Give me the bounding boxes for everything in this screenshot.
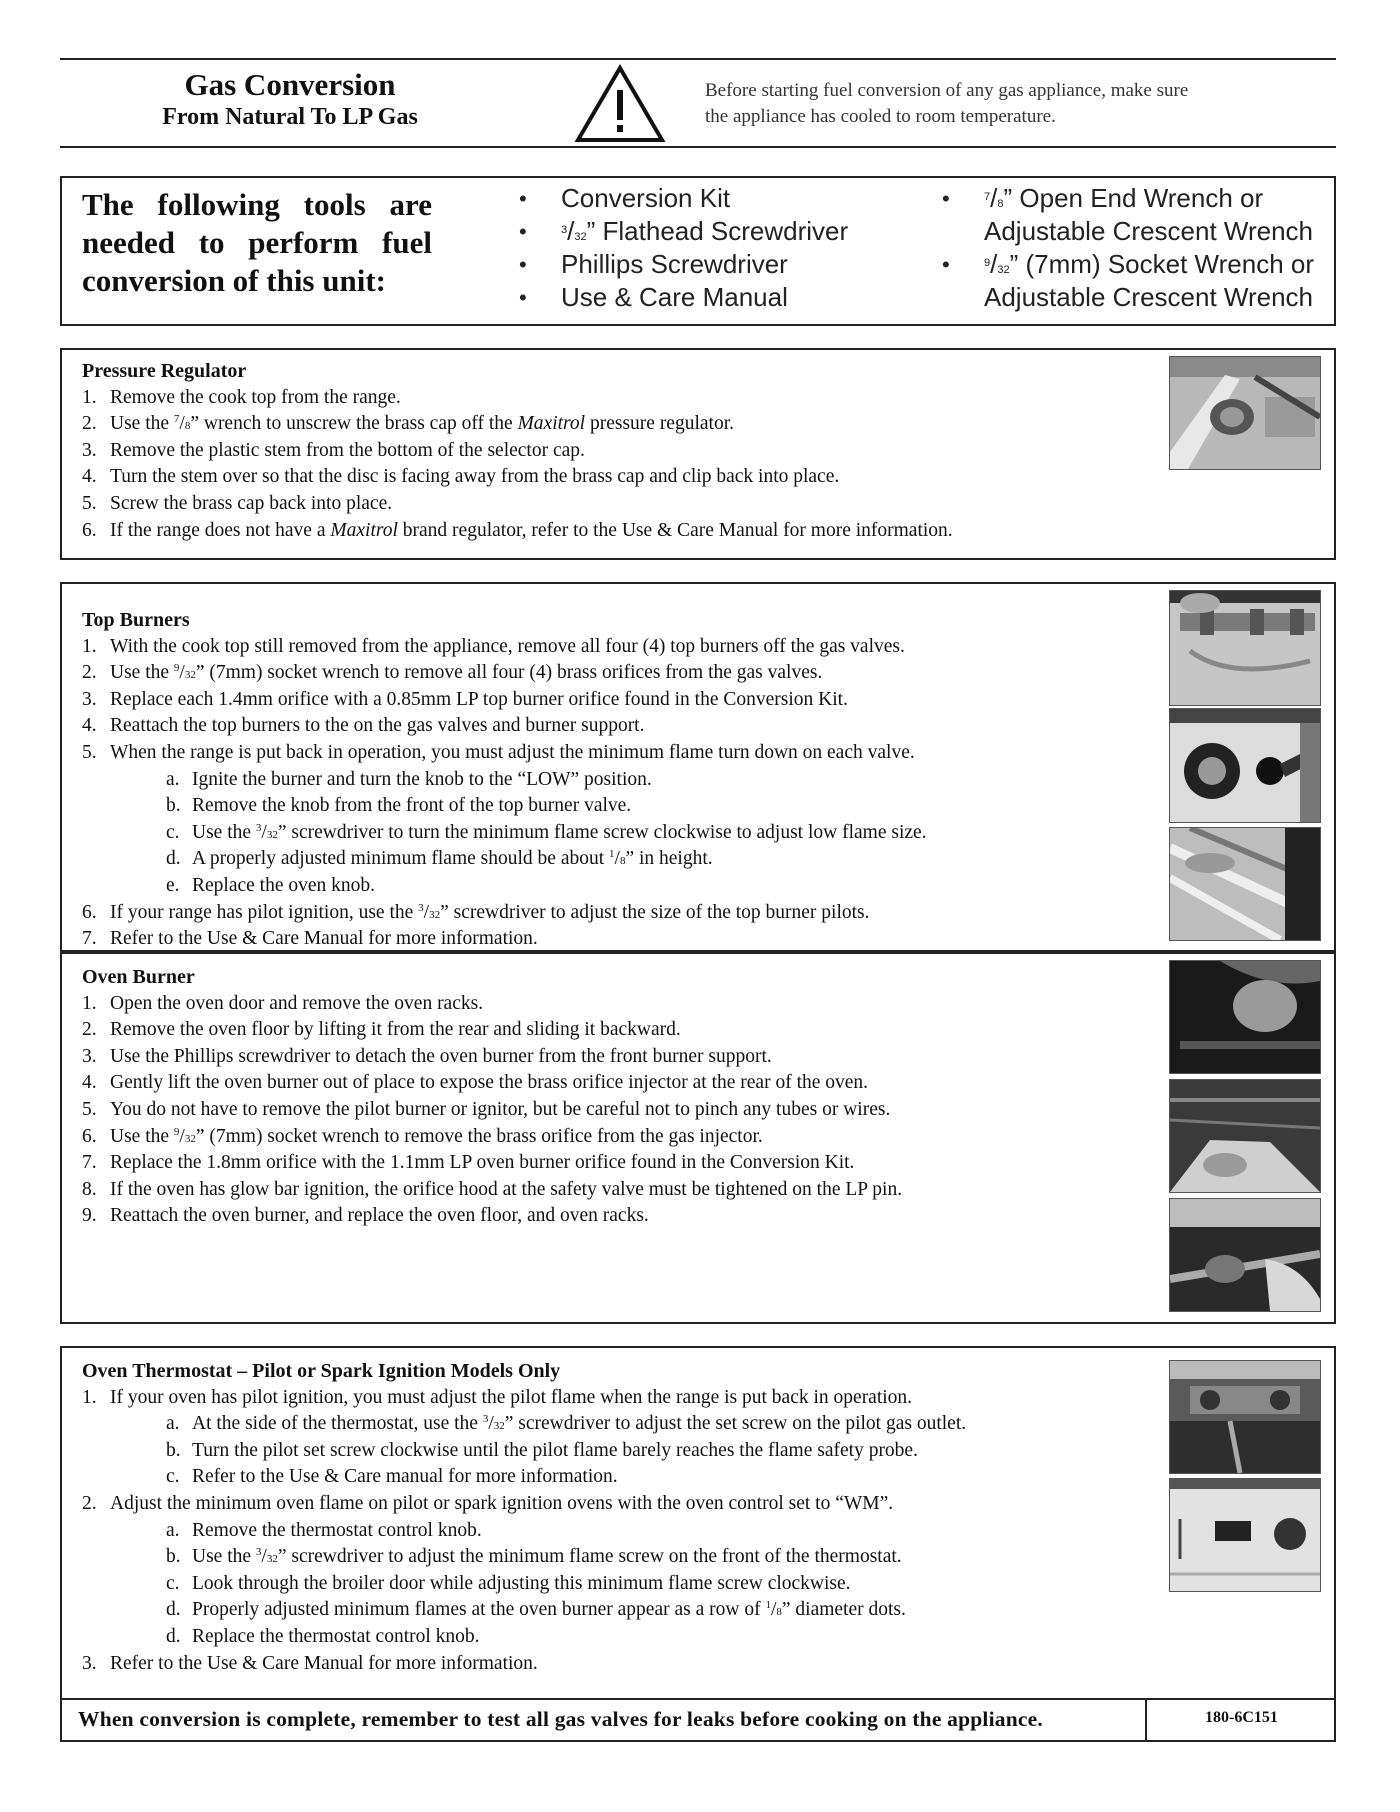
top-burner-valves-photo: [1169, 590, 1321, 706]
step: 9. Reattach the oven burner, and replace the oven floor, and oven racks.: [82, 1205, 649, 1227]
tools-heading-line: needed to perform fuel: [82, 225, 432, 260]
tools-heading-line: conversion of this unit:: [82, 263, 386, 298]
sub-step: d. Properly adjusted minimum flames at the oven burner appear as a row of $^1$/8” diameter dots.: [166, 1599, 906, 1621]
sub-step: c. Refer to the Use & Care manual for more information.: [166, 1466, 618, 1488]
step: 3. Refer to the Use & Care Manual for more information.: [82, 1652, 538, 1674]
step: 5. Screw the brass cap back into place.: [82, 492, 393, 514]
footer: [60, 1698, 1336, 1742]
regulator-photo: [1169, 356, 1321, 470]
step: 7. Refer to the Use & Care Manual for more information.: [82, 928, 538, 950]
title-line-1: Gas Conversion: [184, 67, 396, 102]
step: 4. Reattach the top burners to the on the gas valves and burner support.: [82, 715, 645, 737]
thermostat-pilot-photo: [1169, 1360, 1321, 1474]
document-code: 180-6C151: [1205, 1709, 1278, 1726]
warning-text: [705, 78, 1325, 130]
step: 1. With the cook top still removed from the appliance, remove all four (4) top burners off the gas valves.: [82, 635, 905, 657]
step: 1. If your oven has pilot ignition, you must adjust the pilot flame when the range is put back in operation.: [82, 1386, 913, 1408]
step: 5. When the range is put back in operation, you must adjust the minimum flame turn down on each valve.: [82, 741, 915, 763]
step: 1. Remove the cook top from the range.: [82, 386, 401, 408]
leak-test-notice: When conversion is complete, remember to test all gas valves for leaks before cooking on the appliance.: [78, 1707, 1043, 1731]
sub-step: c. Look through the broiler door while adjusting this minimum flame screw clockwise.: [166, 1572, 851, 1594]
section-title: Oven Burner: [82, 966, 195, 988]
sub-step: d. Replace the thermostat control knob.: [166, 1625, 480, 1647]
sub-step: a. Ignite the burner and turn the knob to the “LOW” position.: [166, 768, 652, 790]
document-title: [60, 68, 520, 132]
sub-step: b. Use the $^3$/32” screwdriver to adjust the minimum flame screw on the front of the thermostat.: [166, 1546, 902, 1568]
tool-item: • Conversion Kit: [519, 182, 919, 215]
tools-list-column-1: [519, 182, 919, 314]
oven-floor-photo: [1169, 1079, 1321, 1193]
section-title: Oven Thermostat – Pilot or Spark Ignition Models Only: [82, 1360, 561, 1382]
tool-item: • Use & Care Manual: [519, 281, 919, 314]
section-oven-thermostat: [60, 1346, 1336, 1700]
step: 3. Use the Phillips screwdriver to detach the oven burner from the front burner support.: [82, 1045, 772, 1067]
step: 6. If your range has pilot ignition, use the $^3$/32” screwdriver to adjust the size of the top burner pilots.: [82, 901, 870, 923]
warning-text-line-1: Before starting fuel conversion of any gas appliance, make sure: [705, 80, 1189, 101]
sub-step: a. At the side of the thermostat, use the $^3$/32” screwdriver to adjust the set screw on the pilot gas outlet.: [166, 1413, 967, 1435]
step: 2. Use the $^7$/8” wrench to unscrew the brass cap off the Maxitrol pressure regulator.: [82, 413, 735, 435]
tools-box: [60, 176, 1336, 326]
page: [60, 58, 1336, 1742]
section-oven-burner: [60, 952, 1336, 1324]
sub-step: c. Use the $^3$/32” screwdriver to turn the minimum flame screw clockwise to adjust low flame size.: [166, 821, 927, 843]
step: 2. Remove the oven floor by lifting it from the rear and sliding it backward.: [82, 1019, 681, 1041]
step: 6. Use the $^9$/32” (7mm) socket wrench to remove the brass orifice from the gas injector.: [82, 1125, 763, 1147]
thermostat-knob-photo: [1169, 1478, 1321, 1592]
tool-item: • $^7$/8” Open End Wrench or Adjustable Crescent Wrench: [942, 182, 1334, 248]
warning-triangle-icon: [574, 64, 666, 144]
tools-list-column-2: [942, 182, 1334, 314]
section-title: Top Burners: [82, 609, 190, 631]
step: 5. You do not have to remove the pilot burner or ignitor, but be careful not to pinch any tubes or wires.: [82, 1098, 891, 1120]
burner-pilot-photo: [1169, 827, 1321, 941]
section-pressure-regulator: [60, 348, 1336, 560]
oven-burner-orifice-photo: [1169, 1198, 1321, 1312]
sub-step: d. A properly adjusted minimum flame should be about $^1$/8” in height.: [166, 848, 713, 870]
step: 2. Adjust the minimum oven flame on pilot or spark ignition ovens with the oven control set to “WM”.: [82, 1492, 894, 1514]
oven-door-photo: [1169, 960, 1321, 1074]
step: 4. Gently lift the oven burner out of place to expose the brass orifice injector at the rear of the oven.: [82, 1072, 869, 1094]
tool-item: • $^9$/32” (7mm) Socket Wrench or Adjustable Crescent Wrench: [942, 248, 1334, 314]
tools-heading: [82, 186, 432, 300]
step: 1. Open the oven door and remove the oven racks.: [82, 992, 484, 1014]
section-top-burners: [60, 582, 1336, 952]
step: 6. If the range does not have a Maxitrol brand regulator, refer to the Use & Care Manual for more information.: [82, 519, 953, 541]
tool-item: • Phillips Screwdriver: [519, 248, 919, 281]
header: [60, 58, 1336, 148]
step: 7. Replace the 1.8mm orifice with the 1.1mm LP oven burner orifice found in the Conversion Kit.: [82, 1152, 855, 1174]
step: 8. If the oven has glow bar ignition, the orifice hood at the safety valve must be tightened on the LP pin.: [82, 1178, 903, 1200]
step: 2. Use the $^9$/32” (7mm) socket wrench to remove all four (4) brass orifices from the gas valves.: [82, 662, 823, 684]
step: 3. Remove the plastic stem from the bottom of the selector cap.: [82, 439, 585, 461]
warning-text-line-2: the appliance has cooled to room temperature.: [705, 106, 1056, 127]
divider: [62, 952, 1334, 954]
sub-step: b. Remove the knob from the front of the top burner valve.: [166, 795, 632, 817]
tools-heading-line: The following tools are: [82, 187, 432, 222]
burner-knob-photo: [1169, 708, 1321, 823]
section-title: Pressure Regulator: [82, 360, 247, 382]
step: 4. Turn the stem over so that the disc is facing away from the brass cap and clip back into place.: [82, 466, 840, 488]
sub-step: e. Replace the oven knob.: [166, 874, 376, 896]
sub-step: b. Turn the pilot set screw clockwise until the pilot flame barely reaches the flame safety probe.: [166, 1439, 918, 1461]
tool-item: • $^3$/32” Flathead Screwdriver: [519, 215, 919, 248]
step: 3. Replace each 1.4mm orifice with a 0.85mm LP top burner orifice found in the Conversion Kit.: [82, 688, 848, 710]
sub-step: a. Remove the thermostat control knob.: [166, 1519, 482, 1541]
title-line-2: From Natural To LP Gas: [162, 104, 418, 130]
